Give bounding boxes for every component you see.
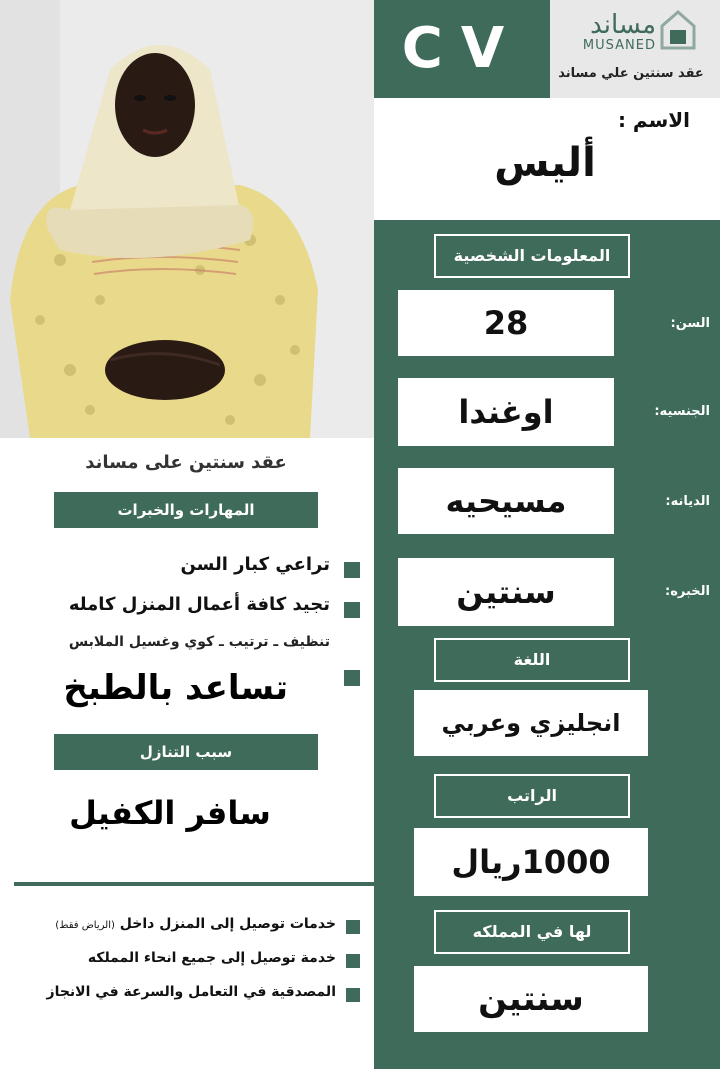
bullet-icon — [346, 920, 360, 934]
age-value: 28 — [398, 290, 614, 356]
service-text: خدمات توصيل إلى المنزل داخل — [119, 916, 336, 932]
skill-item-cooking: تساعد بالطبخ — [63, 668, 288, 708]
skill-item: تجيد كافة أعمال المنزل كامله — [68, 594, 330, 615]
age-label: السن: — [670, 316, 710, 331]
religion-label: الديانه: — [665, 494, 710, 509]
bullet-icon — [344, 562, 360, 578]
language-heading: اللغة — [434, 638, 630, 682]
salary-value: 1000ريال — [414, 828, 648, 896]
cv-title: CV — [374, 0, 550, 98]
service-item: المصدقية في التعامل والسرعة في الانجاز — [46, 984, 336, 1000]
skill-subitem: تنظيف ـ ترتيب ـ كوي وغسيل الملابس — [68, 634, 330, 650]
experience-label: الخبره: — [665, 584, 710, 599]
experience-value: سنتين — [398, 558, 614, 626]
skill-item: تراعي كبار السن — [180, 554, 330, 575]
salary-heading: الراتب — [434, 774, 630, 818]
bullet-icon — [344, 602, 360, 618]
services-panel — [0, 886, 374, 1069]
religion-value: مسيحيه — [398, 468, 614, 534]
skills-heading: المهارات والخبرات — [54, 492, 318, 528]
in-kingdom-value: سنتين — [414, 966, 648, 1032]
transfer-reason: سافر الكفيل — [69, 794, 271, 832]
name-value: أليس — [494, 140, 596, 186]
service-item — [14, 916, 336, 932]
service-item: خدمة توصيل إلى جميع انحاء المملكه — [87, 950, 336, 966]
brand-tagline: عقد سنتين علي مساند — [558, 66, 704, 81]
transfer-heading: سبب التنازل — [54, 734, 318, 770]
service-note: (الرياض فقط) — [55, 920, 115, 931]
bullet-icon — [346, 988, 360, 1002]
worker-photo — [0, 0, 374, 438]
person-illustration — [0, 0, 374, 438]
in-kingdom-heading: لها في المملكه — [434, 910, 630, 954]
contract-note: عقد سنتين على مساند — [85, 452, 287, 473]
language-value: انجليزي وعربي — [414, 690, 648, 756]
nationality-label: الجنسيه: — [654, 404, 710, 419]
house-logo-icon — [658, 8, 698, 52]
bullet-icon — [346, 954, 360, 968]
name-label: الاسم : — [617, 108, 690, 132]
personal-info-heading: المعلومات الشخصية — [434, 234, 630, 278]
nationality-value: اوغندا — [398, 378, 614, 446]
brand-name-english: MUSANED — [582, 38, 656, 53]
brand-name-arabic: مساند — [590, 10, 656, 40]
bullet-icon — [344, 670, 360, 686]
